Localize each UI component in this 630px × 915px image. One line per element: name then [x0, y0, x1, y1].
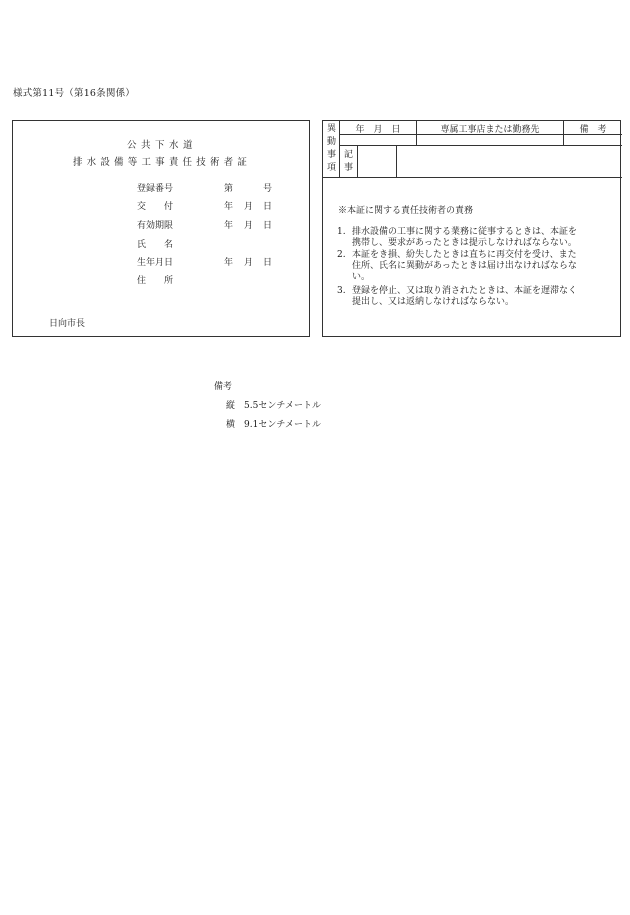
certificate-front	[12, 120, 310, 337]
field-birth-month: 月	[244, 258, 254, 268]
field-registration-suffix: 号	[263, 184, 273, 194]
issuer-name: 日向市長	[49, 319, 86, 329]
duty-item-3-number: 3.	[337, 286, 346, 296]
side-label-change: 異 動 事 項	[326, 124, 336, 173]
duties-title: ※本証に関する責任技術者の責務	[338, 206, 474, 216]
col-header-employer: 専属工事店または勤務先	[440, 125, 540, 135]
field-label-expiry: 有効期限	[137, 221, 174, 231]
duty-item-1-text: 排水設備の工事に関する業務に従事するときは、本証を 携帯し、要求があったときは提示しなければならない。	[352, 227, 578, 248]
col-header-date: 年 月 日	[355, 125, 401, 135]
grid-line	[339, 145, 622, 146]
remarks-width: 横 9.1センチメートル	[226, 420, 321, 430]
grid-line	[396, 146, 397, 178]
field-birth-year: 年	[224, 258, 234, 268]
duty-item-3-text: 登録を停止、又は取り消されたときは、本証を遅滞なく 提出し、又は返納しなければならない。	[352, 286, 578, 307]
grid-line	[323, 177, 622, 178]
remarks-height: 縦 5.5センチメートル	[226, 401, 321, 411]
certificate-title-line2: 排水設備等工事責任技術者証	[72, 157, 252, 168]
duty-item-1-number: 1.	[337, 227, 346, 237]
field-expiry-day: 日	[263, 221, 273, 231]
field-expiry-year: 年	[224, 221, 234, 231]
duty-item-2-number: 2.	[337, 250, 346, 260]
field-issued-day: 日	[263, 202, 273, 212]
certificate-title-line1: 公共下水道	[126, 140, 197, 151]
col-header-remarks: 備 考	[579, 125, 607, 135]
field-label-name: 氏 名	[137, 240, 174, 250]
form-number-label: 様式第11号（第16条関係）	[13, 88, 135, 99]
field-label-issued: 交 付	[137, 202, 174, 212]
field-issued-month: 月	[244, 202, 254, 212]
duty-item-2-text: 本証をき損、紛失したときは直ちに再交付を受け、また 住所、氏名に異動があったときは届け出なければならな い。	[352, 250, 577, 282]
field-birth-day: 日	[263, 258, 273, 268]
field-expiry-month: 月	[244, 221, 254, 231]
field-label-address: 住 所	[137, 276, 174, 286]
field-label-birthdate: 生年月日	[137, 258, 174, 268]
side-label-notes: 記 事	[343, 150, 353, 173]
remarks-title: 備考	[214, 382, 233, 392]
field-label-registration: 登録番号	[137, 184, 174, 194]
grid-line	[357, 146, 358, 178]
field-issued-year: 年	[224, 202, 234, 212]
certificate-back	[322, 120, 621, 337]
field-registration-prefix: 第	[224, 184, 234, 194]
